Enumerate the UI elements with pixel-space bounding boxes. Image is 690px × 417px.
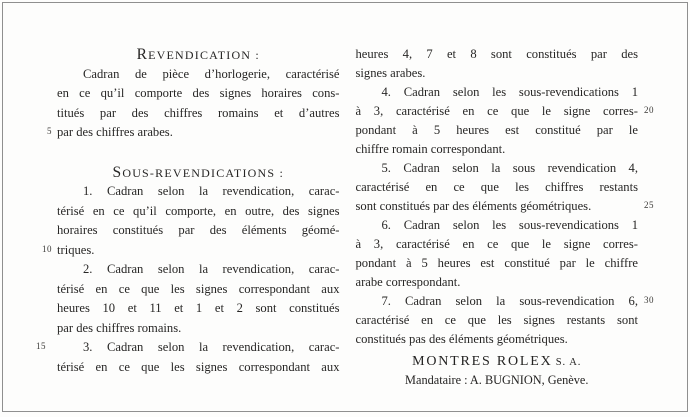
section-heading: SOUS-REVENDICATIONS : <box>112 163 284 181</box>
line-text: 5. Cadran selon la sous revendication 4, <box>381 161 638 175</box>
text-line <box>57 202 340 222</box>
line-text: térisé en ce que les signes correspondant aux <box>57 281 340 296</box>
line-text: chiffre romain correspondant. <box>355 142 506 156</box>
line-text: 1. Cadran selon la revendication, carac- <box>83 184 340 198</box>
text-line <box>356 83 639 102</box>
text-line <box>57 221 340 241</box>
text-line <box>356 330 639 349</box>
right-column-text <box>355 45 654 349</box>
two-column-text <box>36 45 654 388</box>
text-line <box>57 358 340 378</box>
text-line <box>356 311 639 330</box>
line-text: titués par des chiffres romains et d’autres <box>57 105 340 120</box>
line-text: térisé en ce que les signes correspondant aux <box>57 359 340 374</box>
line-text: signes arabes. <box>355 66 426 80</box>
text-line <box>356 159 639 178</box>
margin-line-number: 20 <box>644 105 654 115</box>
text-line <box>57 84 340 104</box>
text-line <box>57 104 340 124</box>
text-line <box>356 273 639 292</box>
agent-line: Mandataire : A. BUGNION, Genève. <box>405 373 589 387</box>
text-line <box>47 123 340 143</box>
line-text: Cadran de pièce d’horlogerie, caractérisé <box>83 66 340 81</box>
text-line <box>356 216 639 235</box>
line-text: pondant à 5 heures est constitué par le <box>355 123 638 137</box>
text-line <box>57 280 340 300</box>
text-line <box>57 299 340 319</box>
company-line <box>356 354 639 370</box>
line-text: en ce qu’il comporte des signes horaires cons- <box>57 86 340 100</box>
company-name: MONTRES ROLEX <box>412 354 553 369</box>
text-line <box>356 45 639 64</box>
margin-line-number: 30 <box>644 295 654 305</box>
section-gap <box>57 143 340 163</box>
section-heading: REVENDICATION : <box>136 46 260 63</box>
text-line <box>355 197 654 216</box>
line-text: à 3, caractérisé en ce que le signe corres- <box>355 104 638 118</box>
text-line <box>356 64 639 83</box>
text-line <box>57 65 340 85</box>
line-text: 4. Cadran selon les sous-revendications 1 <box>381 85 638 99</box>
text-line <box>57 182 340 202</box>
text-line <box>42 241 340 261</box>
line-text: pondant à 5 heures est constitué par le chiffre <box>355 256 638 270</box>
line-text: 7. Cadran selon la sous-revendication 6, <box>381 294 638 308</box>
text-line <box>57 260 340 280</box>
line-text: par des chiffres arabes. <box>57 125 173 139</box>
text-line <box>356 292 654 311</box>
text-line <box>356 178 639 197</box>
left-column <box>36 45 340 388</box>
line-text: triques. <box>57 242 95 257</box>
line-text: 2. Cadran selon la revendication, carac- <box>83 262 340 276</box>
line-text: par des chiffres romains. <box>57 320 182 335</box>
text-line <box>356 254 639 273</box>
text-line <box>57 319 340 339</box>
text-line <box>356 235 639 254</box>
text-line <box>356 121 639 140</box>
line-text: sont constitués par des éléments géométriques. <box>355 199 592 213</box>
margin-line-number: 25 <box>644 200 654 210</box>
text-line <box>356 140 639 159</box>
line-text: caractérisé en ce que les signes restants sont <box>355 313 638 327</box>
text-line <box>355 102 654 121</box>
text-line <box>36 338 340 358</box>
right-column <box>355 45 654 388</box>
line-text: horaires constitués par des éléments géomé- <box>57 223 340 237</box>
line-text: 3. Cadran selon la revendication, carac- <box>83 340 340 354</box>
margin-line-number: 5 <box>47 126 52 136</box>
line-text: 6. Cadran selon les sous-revendications 1 <box>381 218 638 232</box>
line-text: térisé en ce qu’il comporte, en outre, des signes <box>57 203 340 218</box>
line-text: heures 10 et 11 et 1 et 2 sont constitués <box>57 301 340 315</box>
margin-line-number: 15 <box>36 341 46 351</box>
line-text: caractérisé en ce que les chiffres restants <box>355 180 638 194</box>
margin-line-number: 10 <box>42 243 52 254</box>
company-suffix: S. A. <box>555 357 582 368</box>
line-text: à 3, caractérisé en ce que le signe corres- <box>355 237 638 251</box>
line-text: heures 4, 7 et 8 sont constitués par des <box>355 47 638 61</box>
line-text: constitués pas des éléments géométriques. <box>355 332 568 346</box>
line-text: arabe correspondant. <box>355 275 461 289</box>
signature-block <box>356 354 639 388</box>
